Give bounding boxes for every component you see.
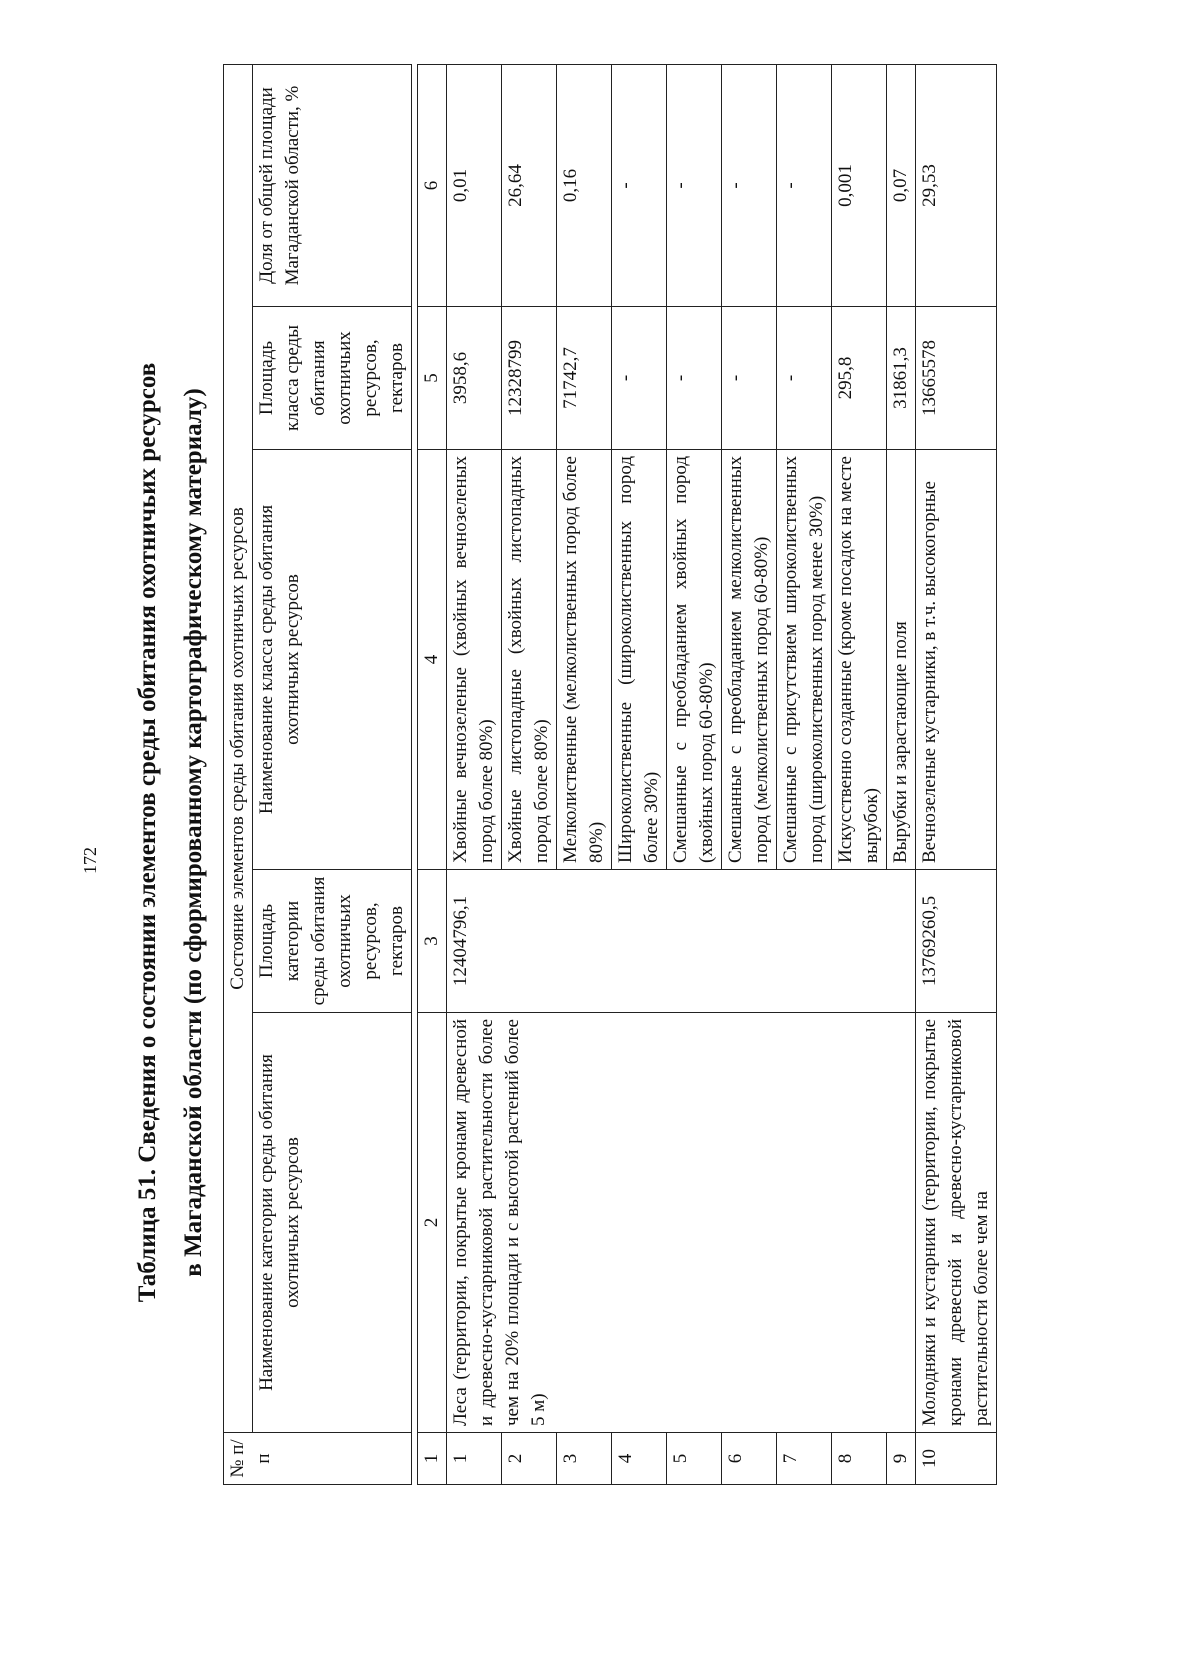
table-subtitle: в Магаданской области (по сформированному картографическому материалу) bbox=[180, 388, 207, 1277]
share-percent: - bbox=[667, 64, 722, 306]
class-area: 12328799 bbox=[502, 307, 557, 450]
class-area: - bbox=[667, 307, 722, 450]
share-percent: 26,64 bbox=[502, 64, 557, 306]
class-name: Хвойные вечнозеленые (хвойных вечнозеленых пород более 80%) bbox=[447, 450, 502, 870]
row-number: 9 bbox=[887, 1433, 916, 1485]
share-percent: - bbox=[777, 64, 832, 306]
class-name: Искусственно созданные (кроме посадок на месте вырубок) bbox=[832, 450, 887, 870]
header-category-area: Площадь категории среды обитания охотничьих ресурсов, гектаров bbox=[253, 870, 412, 1013]
col-number: 5 bbox=[418, 307, 447, 450]
row-number: 4 bbox=[612, 1433, 667, 1485]
class-area: 71742,7 bbox=[557, 307, 612, 450]
column-number-row bbox=[418, 64, 447, 1484]
row-number: 10 bbox=[916, 1433, 997, 1485]
row-number: 3 bbox=[557, 1433, 612, 1485]
header-num: № п/п bbox=[224, 1433, 412, 1485]
category-area: 12404796,1 bbox=[447, 870, 916, 1013]
share-percent: 0,16 bbox=[557, 64, 612, 306]
row-number: 6 bbox=[722, 1433, 777, 1485]
share-percent: - bbox=[612, 64, 667, 306]
share-percent: 29,53 bbox=[916, 64, 997, 306]
class-name: Широколиственные (широколиственных пород более 30%) bbox=[612, 450, 667, 870]
header-share: Доля от общей площади Магаданской области, % bbox=[253, 64, 412, 306]
header-class-area: Площадь класса среды обитания охотничьих ресурсов, гектаров bbox=[253, 307, 412, 450]
class-area: 3958,6 bbox=[447, 307, 502, 450]
col-number: 2 bbox=[418, 1013, 447, 1433]
category-area: 13769260,5 bbox=[916, 870, 997, 1013]
header-class-name: Наименование класса среды обитания охотничьих ресурсов bbox=[253, 450, 412, 870]
habitat-table bbox=[223, 64, 997, 1485]
class-name: Вырубки и зарастающие поля bbox=[887, 450, 916, 870]
class-area: - bbox=[612, 307, 667, 450]
header-category-name: Наименование категории среды обитания охотничьих ресурсов bbox=[253, 1013, 412, 1433]
class-name: Смешанные с преобладанием мелколиственных пород (мелколиственных пород 60-80%) bbox=[722, 450, 777, 870]
table-title: Таблица 51. Сведения о состоянии элементов среды обитания охотничьих ресурсов bbox=[134, 362, 161, 1303]
share-percent: 0,001 bbox=[832, 64, 887, 306]
table-row bbox=[447, 64, 502, 1484]
class-area: 13665578 bbox=[916, 307, 997, 450]
col-number: 6 bbox=[418, 64, 447, 306]
header-group: Состояние элементов среды обитания охотничьих ресурсов bbox=[224, 64, 253, 1432]
class-name: Смешанные с присутствием широколиственных пород (широколиственных пород менее 30%) bbox=[777, 450, 832, 870]
category-name: Леса (территории, покрытые кронами древесной и древесно-кустарниковой растительности более чем на 20% площади и с высотой растений более 5 м) bbox=[447, 1013, 916, 1433]
class-area: 295,8 bbox=[832, 307, 887, 450]
class-area: - bbox=[777, 307, 832, 450]
share-percent: 0,01 bbox=[447, 64, 502, 306]
category-name: Молодняки и кустарники (территории, покрытые кронами древесной и древесно-кустарниковой растительности более чем на bbox=[916, 1013, 997, 1433]
row-number: 1 bbox=[447, 1433, 502, 1485]
share-percent: 0,07 bbox=[887, 64, 916, 306]
class-name: Вечнозеленые кустарники, в т.ч. высокогорные bbox=[916, 450, 997, 870]
row-number: 8 bbox=[832, 1433, 887, 1485]
row-number: 7 bbox=[777, 1433, 832, 1485]
class-area: - bbox=[722, 307, 777, 450]
col-number: 3 bbox=[418, 870, 447, 1013]
row-number: 5 bbox=[667, 1433, 722, 1485]
page-number: 172 bbox=[80, 847, 100, 874]
class-area: 31861,3 bbox=[887, 307, 916, 450]
share-percent: - bbox=[722, 64, 777, 306]
class-name: Хвойные листопадные (хвойных листопадных пород более 80%) bbox=[502, 450, 557, 870]
class-name: Мелколиственные (мелколиственных пород более 80%) bbox=[557, 450, 612, 870]
row-number: 2 bbox=[502, 1433, 557, 1485]
table-row bbox=[916, 64, 997, 1484]
class-name: Смешанные с преобладанием хвойных пород (хвойных пород 60-80%) bbox=[667, 450, 722, 870]
col-number: 1 bbox=[418, 1433, 447, 1485]
col-number: 4 bbox=[418, 450, 447, 870]
